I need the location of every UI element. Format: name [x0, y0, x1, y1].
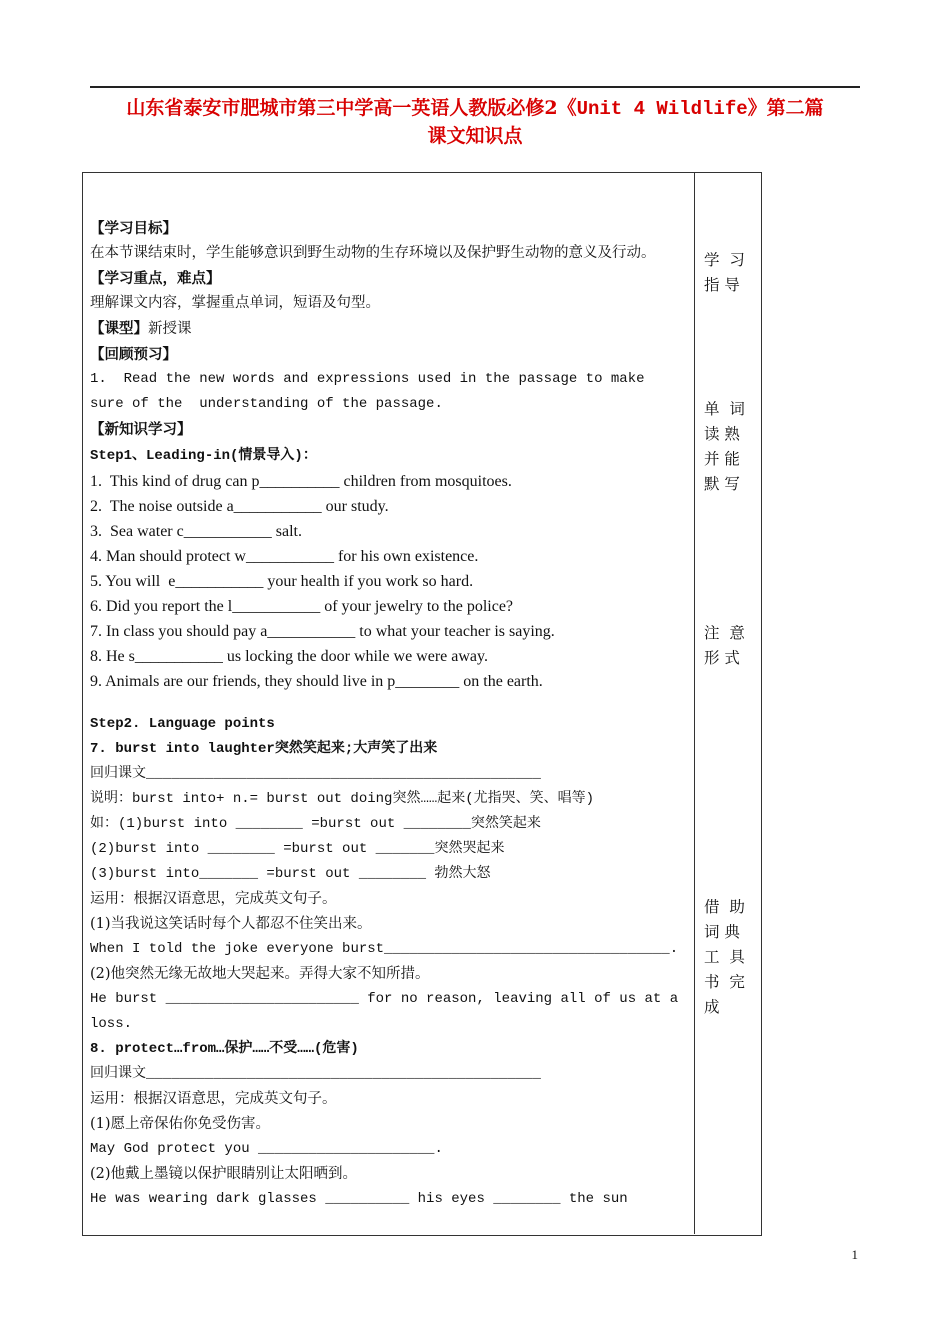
sidebar-tools-line: 成 [704, 998, 720, 1016]
type-heading: 【课型】 [90, 320, 148, 337]
sidebar-words-line: 读 熟 [704, 425, 740, 443]
step1-item: 4. Man should protect w___________ for his own existence. [90, 548, 479, 565]
spacer [90, 694, 690, 712]
step1-item: 8. He s___________ us locking the door while we were away. [90, 648, 488, 665]
sidebar-words-line: 默 写 [704, 475, 740, 493]
sidebar-tools-line: 借 助 [704, 898, 745, 916]
step1-item: 1. This kind of drug can p__________ children from mosquitoes. [90, 473, 512, 490]
point7-use: 运用：根据汉语意思，完成英文句子。 [90, 891, 337, 907]
header-rule [90, 86, 860, 88]
document-title [60, 95, 890, 150]
sidebar-guide-line: 学 习 [704, 251, 745, 269]
review-line-2: sure of the understanding of the passage. [90, 396, 443, 412]
focus-text: 理解课文内容，掌握重点单词，短语及句型。 [90, 295, 380, 311]
page-number: 1 [851, 1247, 858, 1262]
goal-heading: 【学习目标】 [90, 220, 177, 237]
type-line [90, 316, 690, 342]
type-text: 新授课 [148, 321, 192, 337]
step1-item: 9. Animals are our friends, they should live in p________ on the earth. [90, 673, 543, 690]
point7-q1-en: When I told the joke everyone burst__________________________________. [90, 941, 679, 957]
point8-q2-cn: (2)他戴上墨镜以保护眼睛别让太阳晒到。 [90, 1166, 358, 1182]
sidebar-tools [704, 895, 745, 1020]
point7-q2-en-1: He burst _______________________ for no reason, leaving all of us at a [90, 991, 679, 1007]
main-column [90, 216, 690, 1212]
point7-q2-cn: (2)他突然无缘无故地大哭起来。弄得大家不知所措。 [90, 966, 430, 982]
point8-q2-en: He was wearing dark glasses __________ his eyes ________ the sun [90, 1191, 628, 1207]
sidebar-words [704, 397, 745, 497]
sidebar-tools-line: 工 具 [704, 948, 745, 966]
title-prefix: 山东省泰安市肥城市第三中学高一英语人教版必修2《 [126, 97, 577, 119]
sidebar-attention-line: 形 式 [704, 649, 740, 667]
focus-heading: 【学习重点，难点】 [90, 270, 221, 287]
sidebar-attention-line: 注 意 [704, 624, 745, 642]
point8-heading: 8. protect…from…保护……不受……(危害) [90, 1041, 359, 1057]
step1-item: 2. The noise outside a___________ our study. [90, 498, 389, 515]
step1-item: 6. Did you report the l___________ of your jewelry to the police? [90, 598, 514, 615]
sidebar-words-line: 并 能 [704, 450, 740, 468]
new-heading: 【新知识学习】 [90, 421, 192, 438]
title-suffix: 》第二篇 [747, 97, 824, 119]
point8-q1-cn: (1)愿上帝保佑你免受伤害。 [90, 1116, 271, 1132]
step1-item: 3. Sea water c___________ salt. [90, 523, 302, 540]
sidebar-tools-line: 书 完 [704, 973, 745, 991]
step1-heading-text: Step1、Leading-in(情景导入)： [90, 448, 317, 464]
step2-heading: Step2. Language points [90, 716, 275, 732]
point8-review: 回归课文_______________________________________________ [90, 1066, 541, 1082]
sidebar-attention [704, 621, 745, 671]
step1-item: 7. In class you should pay a___________ to what your teacher is saying. [90, 623, 555, 640]
point7-example-3: (3)burst into_______ =burst out ________ 勃然大怒 [90, 866, 491, 882]
step1-heading [90, 442, 690, 469]
sidebar-tools-line: 词 典 [704, 923, 740, 941]
sidebar-words-line: 单 词 [704, 400, 745, 418]
title-unit: Unit 4 Wildlife [576, 98, 748, 120]
review-line-1: 1. Read the new words and expressions used in the passage to make [90, 371, 645, 387]
review-heading: 【回顾预习】 [90, 346, 177, 363]
title-line-2: 课文知识点 [427, 125, 523, 147]
point7-review: 回归课文_______________________________________________ [90, 766, 541, 782]
point7-q1-cn: (1)当我说这笑话时每个人都忍不住笑出来。 [90, 916, 372, 932]
point7-example-1: 如：(1)burst into ________ =burst out ________突然笑起来 [90, 816, 541, 832]
point7-heading: 7. burst into laughter突然笑起来;大声笑了出来 [90, 741, 438, 757]
point7-explain: 说明：burst into+ n.= burst out doing突然……起来(尤指哭、笑、唱等) [90, 791, 595, 807]
point7-q2-en-2: loss. [90, 1016, 133, 1032]
goal-text: 在本节课结束时，学生能够意识到野生动物的生存环境以及保护野生动物的意义及行动。 [90, 245, 656, 261]
sidebar-guide [704, 248, 745, 298]
point8-use: 运用：根据汉语意思，完成英文句子。 [90, 1091, 337, 1107]
point8-q1-en: May God protect you _____________________. [90, 1141, 443, 1157]
column-divider [694, 172, 695, 1234]
point7-example-2: (2)burst into ________ =burst out _______突然哭起来 [90, 841, 505, 857]
step1-item: 5. You will e___________ your health if you work so hard. [90, 573, 474, 590]
sidebar-guide-line: 指 导 [704, 276, 740, 294]
title-line-1 [60, 95, 890, 123]
